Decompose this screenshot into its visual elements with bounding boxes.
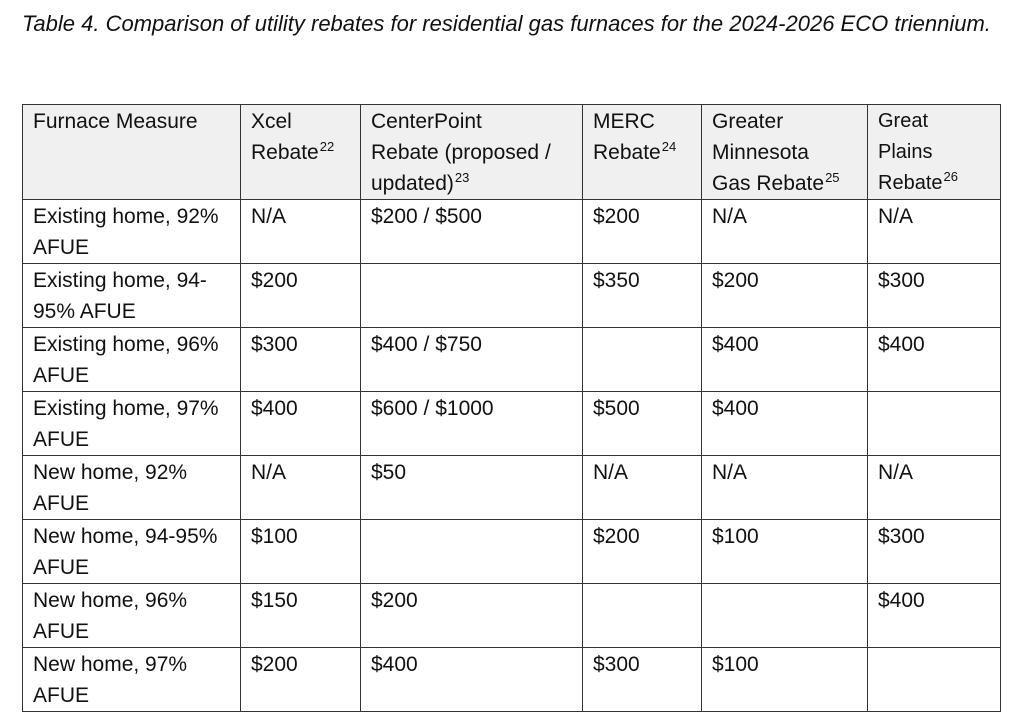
header-line: MERC [593,110,655,133]
table-row [23,200,1001,264]
cell-measure: Existing home, 94-95% AFUE [23,264,241,328]
cell-merc [583,584,702,648]
cell-greater-minnesota: $100 [702,520,868,584]
header-line: Xcel [251,110,292,133]
header-line [712,168,857,199]
cell-greater-minnesota: N/A [702,200,868,264]
cell-great-plains: $300 [868,520,1001,584]
cell-greater-minnesota: $200 [702,264,868,328]
footnote-ref: 25 [825,170,840,185]
cell-measure: New home, 97% AFUE [23,648,241,712]
cell-great-plains: $300 [868,264,1001,328]
cell-xcel: $150 [241,584,361,648]
cell-measure: New home, 94-95% AFUE [23,520,241,584]
header-merc-rebate [583,105,702,200]
header-great-plains-rebate [868,105,1001,200]
table-row [23,520,1001,584]
cell-measure: New home, 92% AFUE [23,456,241,520]
cell-xcel: $100 [241,520,361,584]
footnote-ref: 26 [943,169,958,184]
footnote-ref: 23 [454,170,470,185]
table-caption: Table 4. Comparison of utility rebates for residential gas furnaces for the 2024-2026 ECO triennium. [22,11,991,36]
cell-measure: Existing home, 97% AFUE [23,392,241,456]
header-line [593,137,691,168]
rebate-comparison-table [22,104,1001,712]
table-row [23,584,1001,648]
header-greater-minnesota-gas-rebate [702,105,868,200]
table-row [23,392,1001,456]
header-text: Gas Rebate [712,172,825,195]
header-text: Rebate [878,172,943,194]
header-line [878,168,990,199]
cell-merc: $500 [583,392,702,456]
cell-xcel: $400 [241,392,361,456]
cell-xcel: N/A [241,200,361,264]
cell-measure: New home, 96% AFUE [23,584,241,648]
header-line: Rebate (proposed / [371,141,551,164]
cell-greater-minnesota: $400 [702,392,868,456]
header-xcel-rebate [241,105,361,200]
cell-merc: $350 [583,264,702,328]
header-text: updated) [371,172,454,195]
cell-greater-minnesota: N/A [702,456,868,520]
table-row [23,264,1001,328]
cell-centerpoint: $200 / $500 [361,200,583,264]
cell-measure: Existing home, 92% AFUE [23,200,241,264]
table-row [23,328,1001,392]
cell-great-plains: $400 [868,584,1001,648]
table-header-row [23,105,1001,200]
cell-merc: N/A [583,456,702,520]
cell-great-plains [868,392,1001,456]
cell-centerpoint: $400 [361,648,583,712]
cell-xcel: N/A [241,456,361,520]
footnote-ref: 22 [319,139,335,154]
header-line [371,168,572,199]
header-line: Plains [878,141,933,163]
cell-greater-minnesota: $100 [702,648,868,712]
cell-merc: $300 [583,648,702,712]
cell-measure: Existing home, 96% AFUE [23,328,241,392]
cell-centerpoint [361,520,583,584]
table-row [23,456,1001,520]
cell-greater-minnesota: $400 [702,328,868,392]
cell-merc: $200 [583,520,702,584]
cell-centerpoint [361,264,583,328]
header-text: Rebate [593,141,661,164]
cell-centerpoint: $50 [361,456,583,520]
cell-centerpoint: $200 [361,584,583,648]
cell-centerpoint: $600 / $1000 [361,392,583,456]
cell-greater-minnesota [702,584,868,648]
cell-great-plains [868,648,1001,712]
cell-xcel: $200 [241,264,361,328]
header-text: Rebate [251,141,319,164]
cell-xcel: $200 [241,648,361,712]
cell-xcel: $300 [241,328,361,392]
header-line [251,137,350,168]
header-line: CenterPoint [371,110,482,133]
header-furnace-measure: Furnace Measure [23,105,241,200]
header-line: Great [878,110,929,132]
cell-great-plains: N/A [868,456,1001,520]
cell-merc: $200 [583,200,702,264]
header-line: Greater [712,110,784,133]
header-centerpoint-rebate [361,105,583,200]
cell-centerpoint: $400 / $750 [361,328,583,392]
footnote-ref: 24 [661,139,677,154]
cell-great-plains: $400 [868,328,1001,392]
cell-merc [583,328,702,392]
table-row [23,648,1001,712]
cell-great-plains: N/A [868,200,1001,264]
header-line: Minnesota [712,141,809,164]
